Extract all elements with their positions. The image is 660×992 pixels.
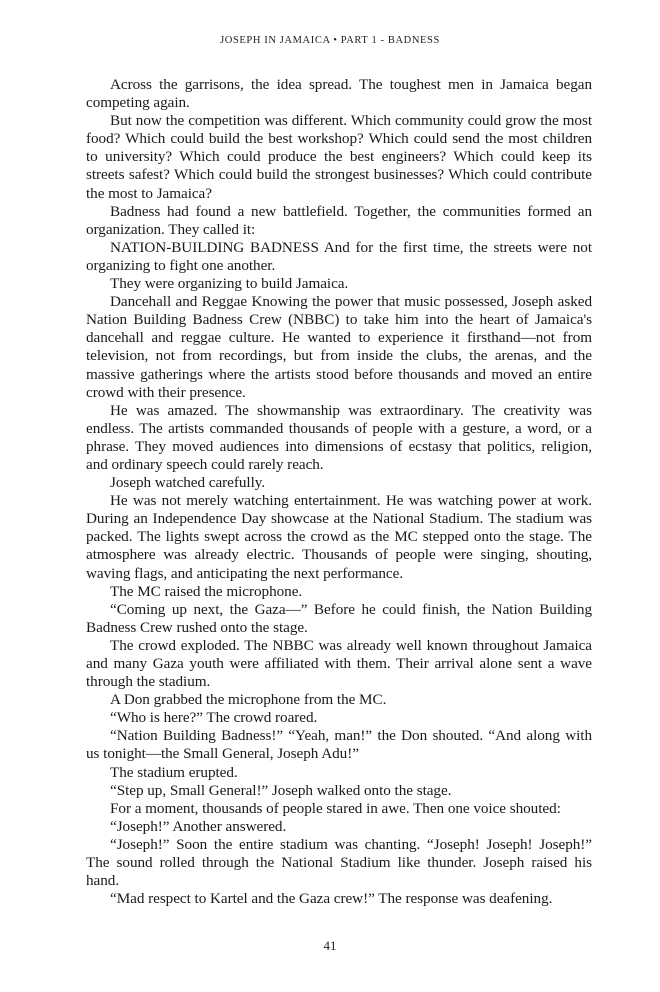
paragraph: “Step up, Small General!” Joseph walked onto the stage. [110,781,452,799]
paragraph: Across the garrisons, the idea spread. The toughest men in Jamaica began competing again. [86,76,592,112]
paragraph: The MC raised the microphone. [110,582,303,600]
paragraph: The stadium erupted. [110,763,238,781]
paragraph: “Mad respect to Kartel and the Gaza crew!” The response was deafening. [110,890,553,908]
paragraph: “Joseph!” Another answered. [110,817,287,835]
paragraph: “Joseph!” Soon the entire stadium was chanting. “Joseph! Joseph! Joseph!” The sound rolled through the National Stadium like thunder. Joseph raised his hand. [86,835,592,890]
page-number: 41 [323,938,337,953]
paragraph: Badness had found a new battlefield. Together, the communities formed an organization. They called it: [86,202,592,238]
paragraph: For a moment, thousands of people stared in awe. Then one voice shouted: [110,799,561,817]
paragraph: He was not merely watching entertainment. He was watching power at work. During an Independence Day showcase at the National Stadium. The stadium was packed. The lights swept across the crowd as the MC stepped onto the stage. The atmosphere was already electric. Thousands of people were singing, shouting, waving flags, and anticipating the next performance. [86,492,592,582]
paragraph: Dancehall and Reggae Knowing the power that music possessed, Joseph asked Nation Building Badness Crew (NBBC) to take him into the heart of Jamaica's dancehall and reggae culture. He wanted to experience it firsthand—not from television, not from recordings, but from inside the clubs, the arenas, and the massive gatherings where the artists stood before thousands and moved an entire crowd with their presence. [86,293,592,401]
paragraph: “Who is here?” The crowd roared. [110,709,318,727]
running-head: JOSEPH IN JAMAICA • PART 1 - BADNESS [220,35,440,46]
paragraph: A Don grabbed the microphone from the MC. [110,691,387,709]
paragraph: They were organizing to build Jamaica. [110,275,349,293]
paragraph: “Coming up next, the Gaza—” Before he could finish, the Nation Building Badness Crew rushed onto the stage. [86,600,592,636]
paragraph: Joseph watched carefully. [110,474,266,492]
paragraph: He was amazed. The showmanship was extraordinary. The creativity was endless. The artists commanded thousands of people with a gesture, a word, or a phrase. They moved audiences into dimensions of ecstasy that politics, religion, and ordinary speech could rarely reach. [86,401,592,473]
body-text [86,76,592,908]
paragraph: “Nation Building Badness!” “Yeah, man!” the Don shouted. “And along with us tonight—the Small General, Joseph Adu!” [86,727,592,763]
paragraph: NATION-BUILDING BADNESS And for the first time, the streets were not organizing to fight one another. [86,238,592,274]
paragraph: But now the competition was different. Which community could grow the most food? Which could build the best workshop? Which could send the most children to university? Which could produce the best engineers? Which could keep its streets safest? Which could build the strongest businesses? Which could contribute the most to Jamaica? [86,112,592,202]
paragraph: The crowd exploded. The NBBC was already well known throughout Jamaica and many Gaza youth were affiliated with them. Their arrival alone sent a wave through the stadium. [86,636,592,691]
